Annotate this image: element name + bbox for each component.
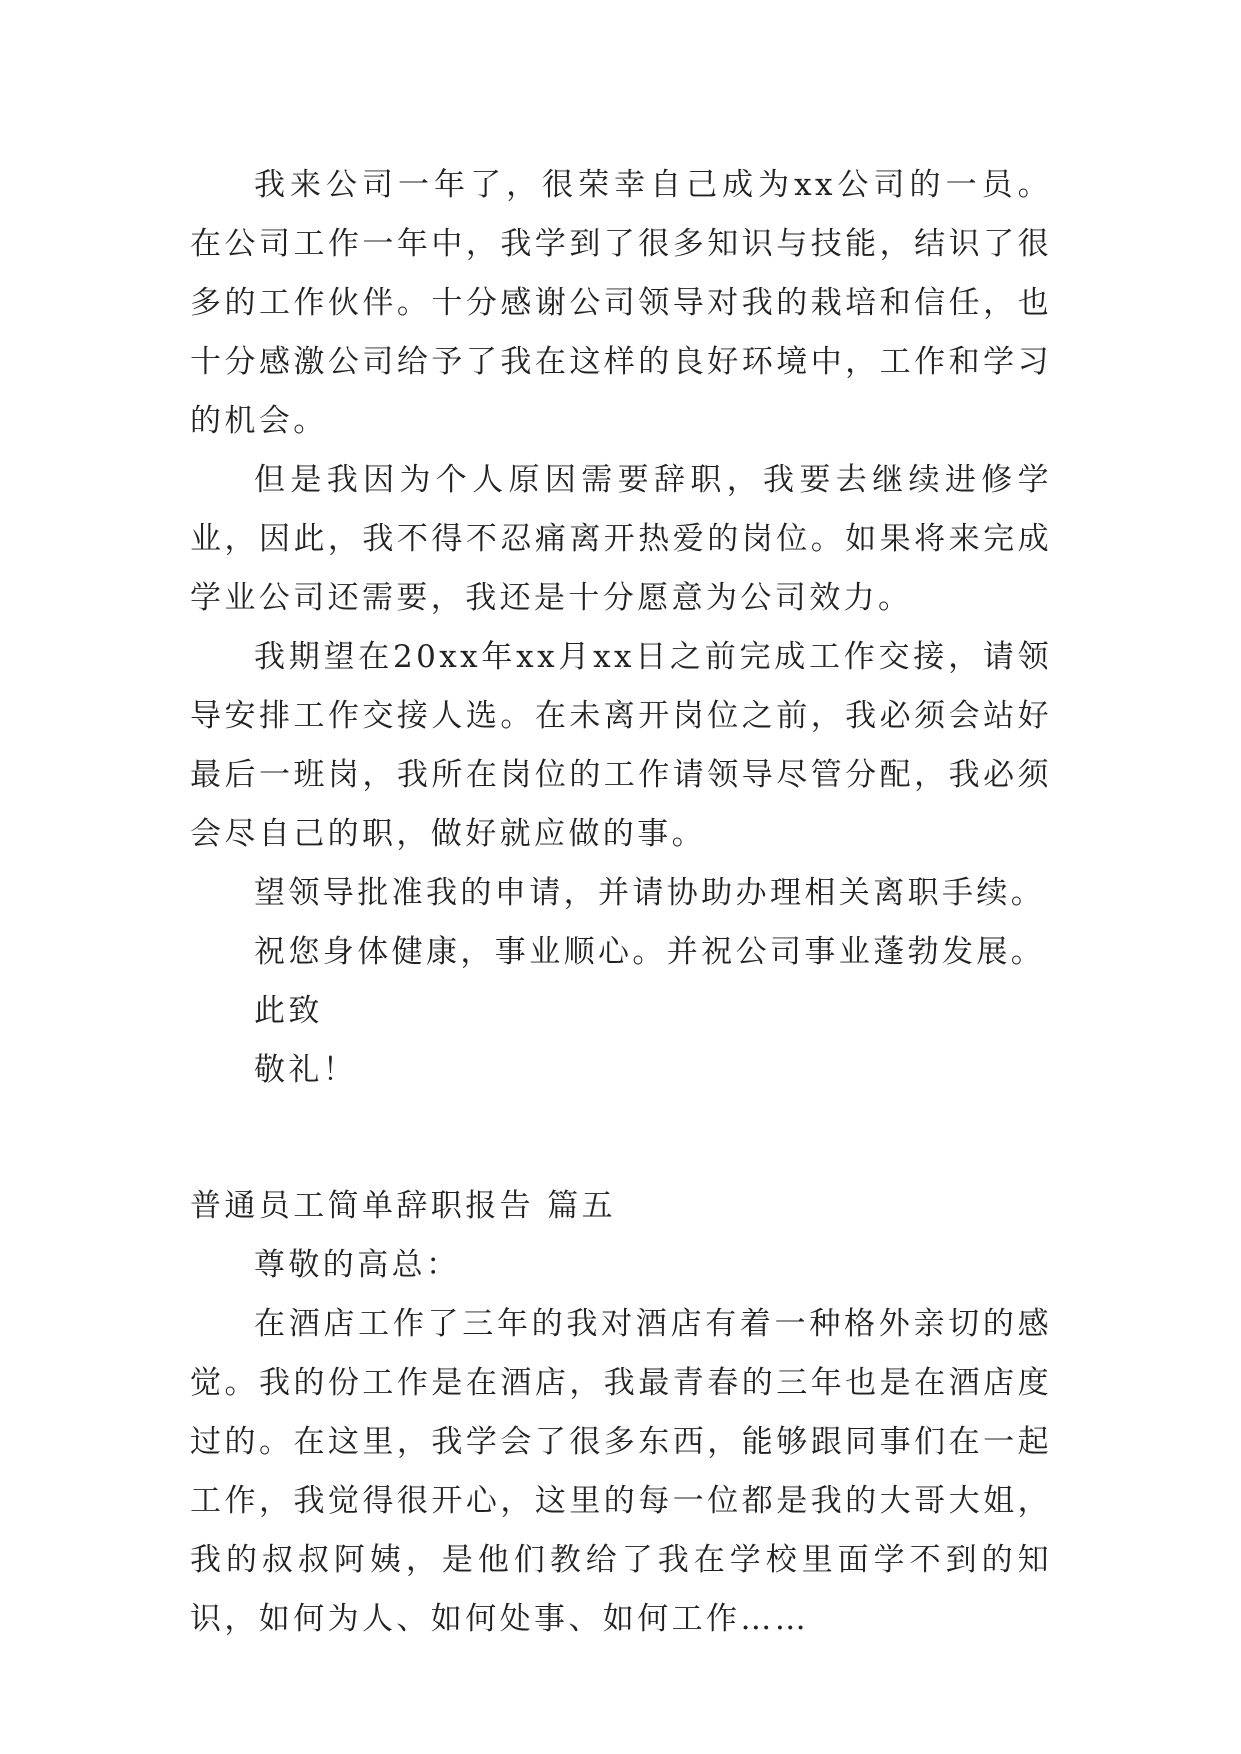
document-page xyxy=(190,156,1052,1649)
body-paragraph: 我来公司一年了，很荣幸自己成为xx公司的一员。在公司工作一年中，我学到了很多知识与技能，结识了很多的工作伙伴。十分感谢公司领导对我的栽培和信任，也十分感激公司给予了我在这样的良好环境中，工作和学习的机会。 xyxy=(190,167,1052,439)
salutation: 尊敬的高总： xyxy=(254,1247,461,1283)
closing-line: 此致 xyxy=(254,993,323,1029)
body-paragraph: 祝您身体健康，事业顺心。并祝公司事业蓬勃发展。 xyxy=(254,934,1046,970)
body-paragraph: 我期望在20xx年xx月xx日之前完成工作交接，请领导安排工作交接人选。在未离开岗位之前，我必须会站好最后一班岗，我所在岗位的工作请领导尽管分配，我必须会尽自己的职，做好就应做的事。 xyxy=(190,639,1052,852)
closing-line: 敬礼！ xyxy=(254,1052,358,1088)
body-paragraph: 在酒店工作了三年的我对酒店有着一种格外亲切的感觉。我的份工作是在酒店，我最青春的三年也是在酒店度过的。在这里，我学会了很多东西，能够跟同事们在一起工作，我觉得很开心，这里的每一位都是我的大哥大姐，我的叔叔阿姨，是他们教给了我在学校里面学不到的知识，如何为人、如何处事、如何工作…… xyxy=(190,1306,1052,1637)
body-paragraph: 望领导批准我的申请，并请协助办理相关离职手续。 xyxy=(254,875,1046,911)
section-title: 普通员工简单辞职报告 篇五 xyxy=(190,1188,617,1224)
body-paragraph: 但是我因为个人原因需要辞职，我要去继续进修学业，因此，我不得不忍痛离开热爱的岗位。如果将来完成学业公司还需要，我还是十分愿意为公司效力。 xyxy=(190,462,1052,616)
